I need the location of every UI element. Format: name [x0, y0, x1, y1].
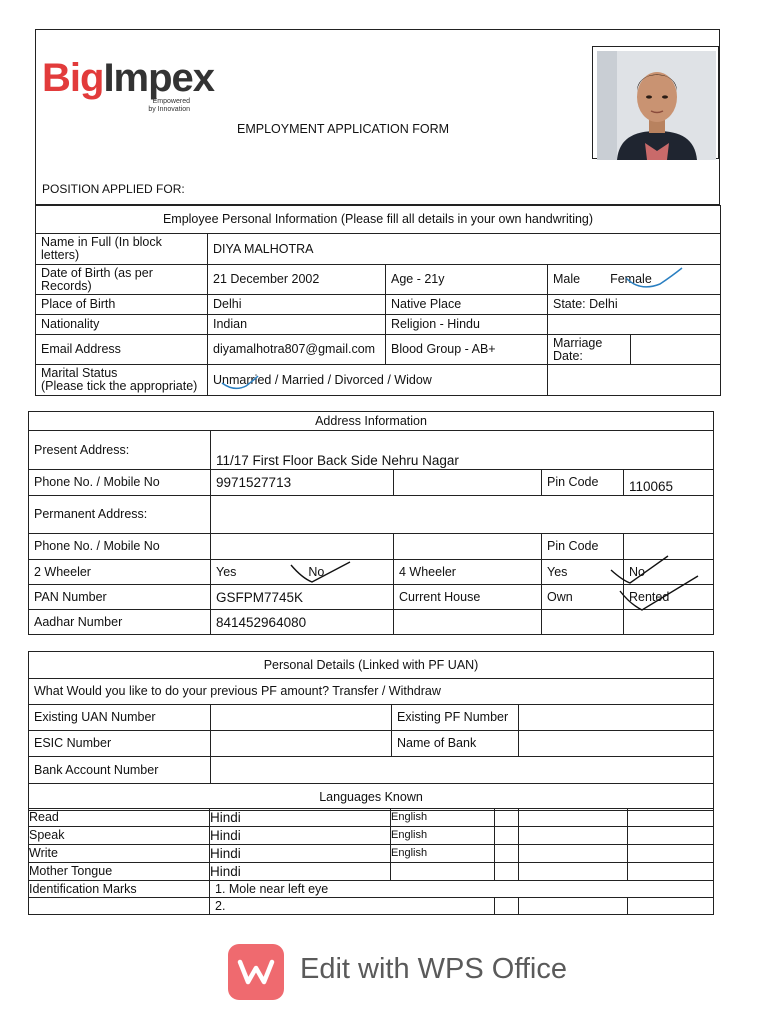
id-marks-label: Identification Marks — [29, 881, 210, 898]
blank-cell — [548, 315, 721, 335]
native-place-field[interactable]: Native Place — [386, 295, 548, 315]
blank-cell — [519, 898, 628, 915]
pf-question[interactable]: What Would you like to do your previous PF amount? Transfer / Withdraw — [29, 679, 714, 705]
languages-title: Languages Known — [29, 784, 714, 811]
blank-cell — [519, 845, 628, 863]
dob-label: Date of Birth (as per Records) — [36, 265, 208, 295]
four-wheeler-yes[interactable]: Yes — [542, 560, 624, 585]
marital-status-value[interactable]: Unmarried / Married / Divorced / Widow — [208, 365, 548, 396]
blank-cell — [519, 863, 628, 881]
lang-read-2[interactable]: English — [391, 809, 495, 827]
religion-field[interactable]: Religion - Hindu — [386, 315, 548, 335]
marriage-date-value[interactable] — [631, 335, 721, 365]
pob-label: Place of Birth — [36, 295, 208, 315]
existing-pf-label: Existing PF Number — [392, 705, 519, 731]
blank-cell — [519, 809, 628, 827]
lang-read-1[interactable]: Hindi — [210, 809, 391, 827]
name-label: Name in Full (In block letters) — [36, 234, 208, 265]
applicant-photo — [592, 46, 719, 159]
house-own[interactable]: Own — [542, 585, 624, 610]
phone-value[interactable]: 9971527713 — [211, 470, 394, 496]
gender-field[interactable] — [548, 265, 721, 295]
blank-cell — [628, 827, 714, 845]
form-title: EMPLOYMENT APPLICATION FORM — [237, 122, 450, 136]
position-applied-label: POSITION APPLIED FOR: — [42, 182, 185, 196]
wps-edit-text[interactable]: Edit with WPS Office — [300, 953, 567, 985]
nationality-label: Nationality — [36, 315, 208, 335]
phone2-value[interactable] — [211, 534, 394, 560]
marital-status-label: Marital Status (Please tick the appropriate) — [36, 365, 208, 396]
present-address-label: Present Address: — [29, 431, 211, 470]
lang-speak-1[interactable]: Hindi — [210, 827, 391, 845]
lang-write-1[interactable]: Hindi — [210, 845, 391, 863]
id-mark-2[interactable]: 2. — [210, 898, 495, 915]
blank-cell — [624, 610, 714, 635]
nationality-value[interactable]: Indian — [208, 315, 386, 335]
email-label: Email Address — [36, 335, 208, 365]
pan-value[interactable]: GSFPM7745K — [211, 585, 394, 610]
mother-tongue-1[interactable]: Hindi — [210, 863, 391, 881]
lang-write-2[interactable]: English — [391, 845, 495, 863]
blank-cell — [548, 365, 721, 396]
blank-cell — [495, 845, 519, 863]
pin-code2-label: Pin Code — [542, 534, 624, 560]
age-field[interactable]: Age - 21y — [386, 265, 548, 295]
blank-cell — [628, 898, 714, 915]
mother-tongue-2[interactable] — [391, 863, 495, 881]
pin-code-label: Pin Code — [542, 470, 624, 496]
two-wheeler-yes[interactable]: Yes — [216, 564, 237, 579]
blank-cell — [628, 809, 714, 827]
permanent-address-value[interactable] — [211, 496, 714, 534]
personal-info-title: Employee Personal Information (Please fill all details in your own handwriting) — [36, 206, 721, 234]
name-value[interactable]: DIYA MALHOTRA — [208, 234, 721, 265]
marriage-date-label: Marriage Date: — [548, 335, 631, 365]
id-mark-1[interactable]: 1. Mole near left eye — [210, 881, 714, 898]
lang-row-label: Read — [29, 809, 210, 827]
blank-cell — [628, 845, 714, 863]
bank-name-label: Name of Bank — [392, 731, 519, 757]
uan-label: Existing UAN Number — [29, 705, 211, 731]
wps-logo-icon[interactable] — [228, 944, 284, 1000]
esic-label: ESIC Number — [29, 731, 211, 757]
pin-code-value[interactable]: 110065 — [624, 470, 714, 496]
blank-cell — [495, 827, 519, 845]
blank-cell — [394, 534, 542, 560]
languages-table — [28, 808, 714, 915]
dob-value[interactable]: 21 December 2002 — [208, 265, 386, 295]
two-wheeler-label: 2 Wheeler — [29, 560, 211, 585]
blank-cell — [29, 898, 210, 915]
blank-cell — [495, 863, 519, 881]
four-wheeler-label: 4 Wheeler — [394, 560, 542, 585]
present-address-value[interactable]: 11/17 First Floor Back Side Nehru Nagar — [211, 431, 714, 470]
bank-name-value[interactable] — [519, 731, 714, 757]
aadhar-value[interactable]: 841452964080 — [211, 610, 394, 635]
blank-cell — [495, 898, 519, 915]
bank-account-label: Bank Account Number — [29, 757, 211, 784]
uan-value[interactable] — [211, 705, 392, 731]
blank-cell — [542, 610, 624, 635]
phone-label: Phone No. / Mobile No — [29, 470, 211, 496]
address-table — [28, 411, 714, 635]
pf-details-title: Personal Details (Linked with PF UAN) — [29, 652, 714, 679]
personal-info-table — [35, 205, 721, 396]
lang-speak-2[interactable]: English — [391, 827, 495, 845]
blank-cell — [495, 809, 519, 827]
two-wheeler-no[interactable]: No — [308, 564, 325, 579]
bank-account-value[interactable] — [211, 757, 714, 784]
lang-row-label: Write — [29, 845, 210, 863]
company-logo: BigImpex — [42, 56, 215, 100]
state-field[interactable]: State: Delhi — [548, 295, 721, 315]
blank-cell — [519, 827, 628, 845]
aadhar-label: Aadhar Number — [29, 610, 211, 635]
pan-label: PAN Number — [29, 585, 211, 610]
current-house-label: Current House — [394, 585, 542, 610]
pf-details-table — [28, 651, 714, 811]
two-wheeler-options[interactable] — [211, 560, 394, 585]
blank-cell — [628, 863, 714, 881]
existing-pf-value[interactable] — [519, 705, 714, 731]
esic-value[interactable] — [211, 731, 392, 757]
four-wheeler-no[interactable]: No — [624, 560, 714, 585]
phone2-label: Phone No. / Mobile No — [29, 534, 211, 560]
pob-value[interactable]: Delhi — [208, 295, 386, 315]
email-value[interactable]: diyamalhotra807@gmail.com — [208, 335, 386, 365]
blood-group-field[interactable]: Blood Group - AB+ — [386, 335, 548, 365]
logo-tagline: Empowered by Innovation — [148, 98, 190, 113]
house-rented[interactable]: Rented — [624, 585, 714, 610]
pin-code2-value[interactable] — [624, 534, 714, 560]
lang-row-label: Mother Tongue — [29, 863, 210, 881]
gender-female[interactable]: Female — [610, 272, 652, 286]
blank-cell — [394, 470, 542, 496]
blank-cell — [394, 610, 542, 635]
permanent-address-label: Permanent Address: — [29, 496, 211, 534]
lang-row-label: Speak — [29, 827, 210, 845]
gender-male[interactable]: Male — [553, 272, 581, 286]
address-title: Address Information — [29, 412, 714, 431]
